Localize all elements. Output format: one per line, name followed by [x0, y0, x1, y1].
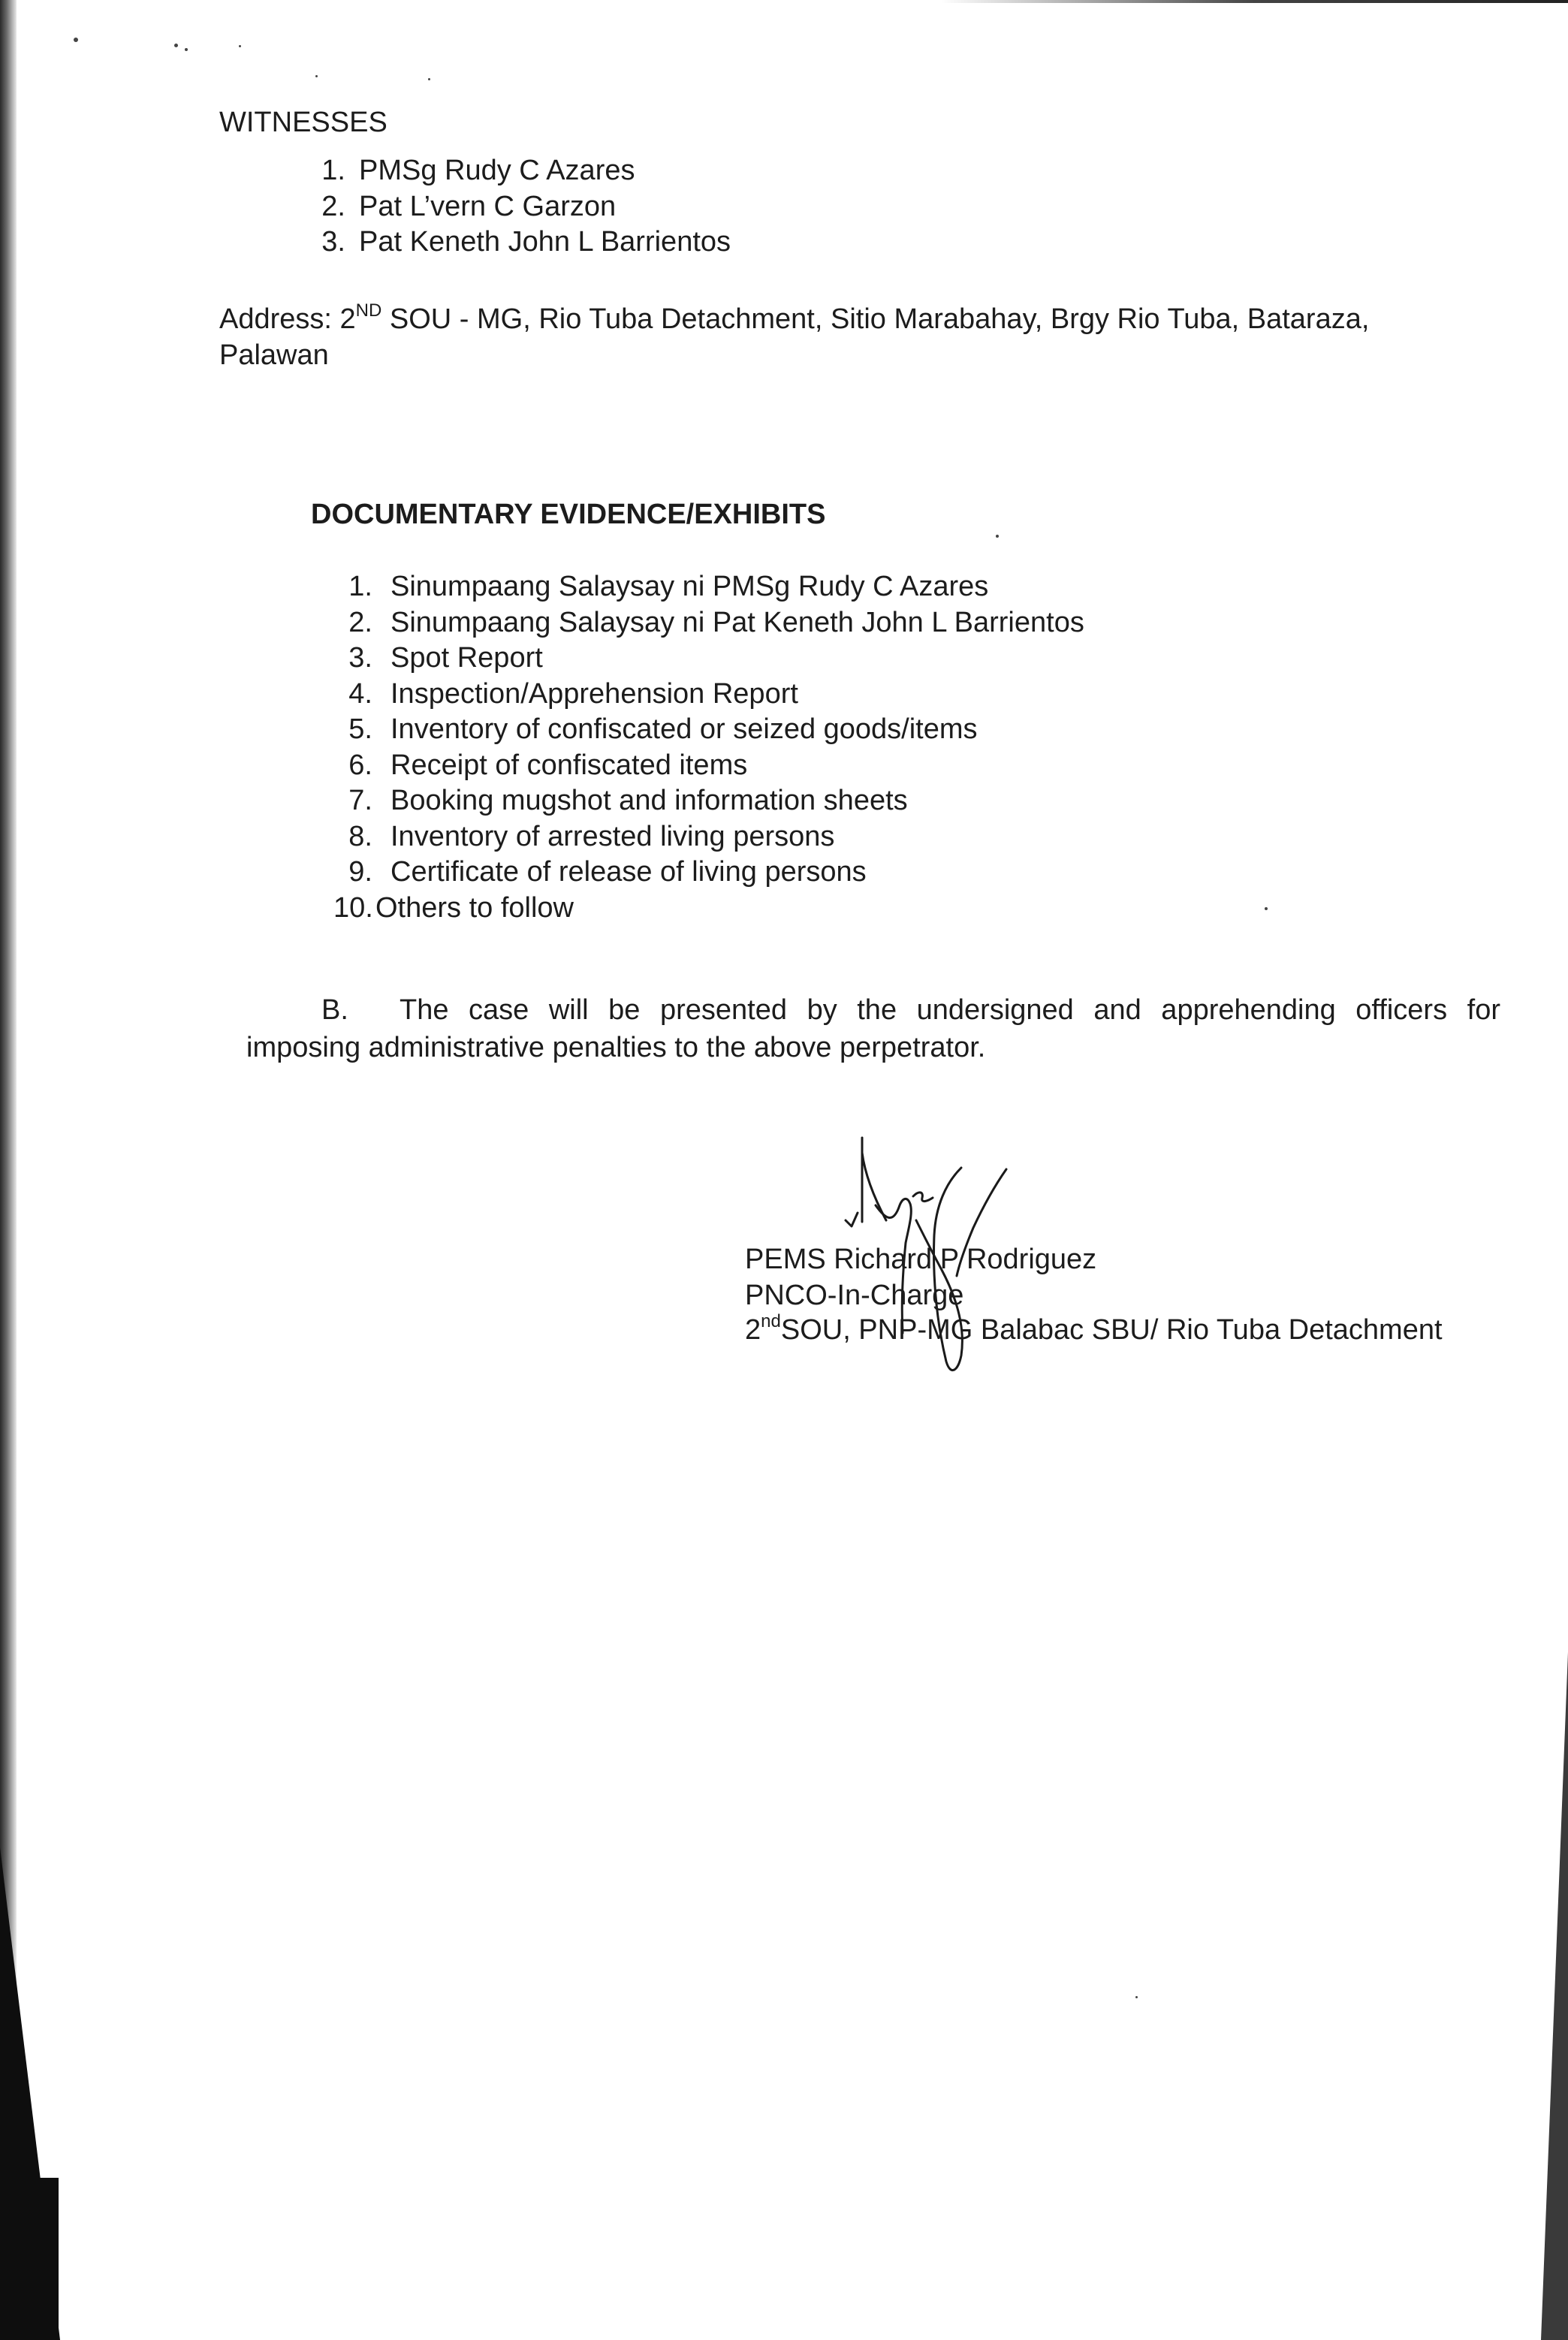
evidence-item-label: Booking mugshot and information sheets	[390, 785, 908, 816]
list-item-number: 1.	[348, 571, 372, 602]
list-item-number: 8.	[348, 820, 372, 852]
witnesses-heading: WITNESSES	[219, 107, 387, 138]
list-item	[333, 748, 1084, 784]
evidence-list	[333, 569, 1084, 926]
list-item-number: 1.	[321, 155, 345, 186]
witness-name: PMSg Rudy C Azares	[359, 155, 635, 186]
list-item-number: 3.	[348, 642, 372, 674]
evidence-item-label: Sinumpaang Salaysay ni Pat Keneth John L Barrientos	[390, 606, 1084, 638]
list-item	[308, 153, 731, 189]
list-item-number: 3.	[321, 226, 345, 258]
scan-speck	[1265, 907, 1268, 910]
list-item	[308, 225, 731, 261]
scan-shadow-top	[0, 0, 1568, 3]
scan-shadow-left-bottom-fill	[0, 2178, 59, 2340]
signatory-unit	[745, 1313, 1443, 1347]
list-item	[308, 189, 731, 225]
paragraph-b-line-2: imposing administrative penalties to the above perpetrator.	[246, 1032, 986, 1063]
evidence-item-label: Spot Report	[390, 642, 543, 674]
signatory-unit-prefix: 2	[745, 1314, 761, 1346]
signatory-unit-rest: SOU, PNP-MG Balabac SBU/ Rio Tuba Detachment	[780, 1314, 1443, 1346]
scan-speck	[428, 78, 430, 80]
evidence-item-label: Inventory of confiscated or seized goods/items	[390, 713, 978, 745]
witness-name: Pat Keneth John L Barrientos	[359, 226, 731, 258]
paragraph-b-line-1	[246, 991, 1500, 1029]
scan-speck	[996, 535, 999, 538]
scan-speck	[74, 38, 78, 42]
list-item-number: 6.	[348, 749, 372, 781]
evidence-item-label: Receipt of confiscated items	[390, 749, 748, 781]
list-item-number: 9.	[348, 856, 372, 888]
scan-speck	[174, 44, 178, 47]
signatory-title: PNCO-In-Charge	[745, 1280, 964, 1311]
address-line-1	[219, 302, 1369, 336]
evidence-item-label: Certificate of release of living persons	[390, 856, 867, 888]
list-item-number: 2.	[348, 606, 372, 638]
scan-speck	[185, 48, 188, 51]
paragraph-b	[246, 991, 1500, 1066]
signatory-name: PEMS Richard P Rodriguez	[745, 1244, 1097, 1275]
list-item-number: 7.	[348, 785, 372, 816]
evidence-item-label: Inventory of arrested living persons	[390, 820, 835, 852]
address-line-2: Palawan	[219, 339, 329, 371]
evidence-item-label: Sinumpaang Salaysay ni PMSg Rudy C Azares	[390, 571, 989, 602]
evidence-heading: DOCUMENTARY EVIDENCE/EXHIBITS	[311, 499, 826, 530]
list-item-number: 2.	[321, 190, 345, 222]
list-item-number: 4.	[348, 677, 372, 710]
signatory-unit-superscript: nd	[761, 1311, 781, 1331]
list-item-number: 10.	[333, 891, 373, 924]
list-item	[333, 569, 1084, 605]
address-prefix: Address: 2	[219, 303, 356, 335]
list-item	[333, 783, 1084, 819]
list-item	[333, 819, 1084, 855]
list-item-number: 5.	[348, 713, 372, 745]
list-item	[333, 677, 1084, 713]
list-item	[333, 855, 1084, 891]
witnesses-list	[308, 153, 731, 261]
list-item	[333, 641, 1084, 677]
scan-speck	[1135, 1996, 1138, 1998]
list-item	[333, 605, 1084, 641]
evidence-item-label: Others to follow	[375, 891, 574, 924]
paragraph-b-marker: B.	[321, 994, 348, 1026]
witness-name: Pat L’vern C Garzon	[359, 190, 617, 222]
paragraph-b-text-1: The case will be presented by the undersigned and apprehending officers for	[400, 994, 1500, 1026]
scan-shadow-right	[1541, 1652, 1568, 2340]
scan-speck	[315, 75, 318, 77]
list-item	[333, 712, 1084, 748]
list-item	[333, 891, 1084, 927]
evidence-item-label: Inspection/Apprehension Report	[390, 677, 798, 710]
address-superscript: ND	[355, 300, 382, 321]
scan-speck	[239, 45, 241, 47]
address-rest: SOU - MG, Rio Tuba Detachment, Sitio Marabahay, Brgy Rio Tuba, Bataraza,	[381, 303, 1370, 335]
